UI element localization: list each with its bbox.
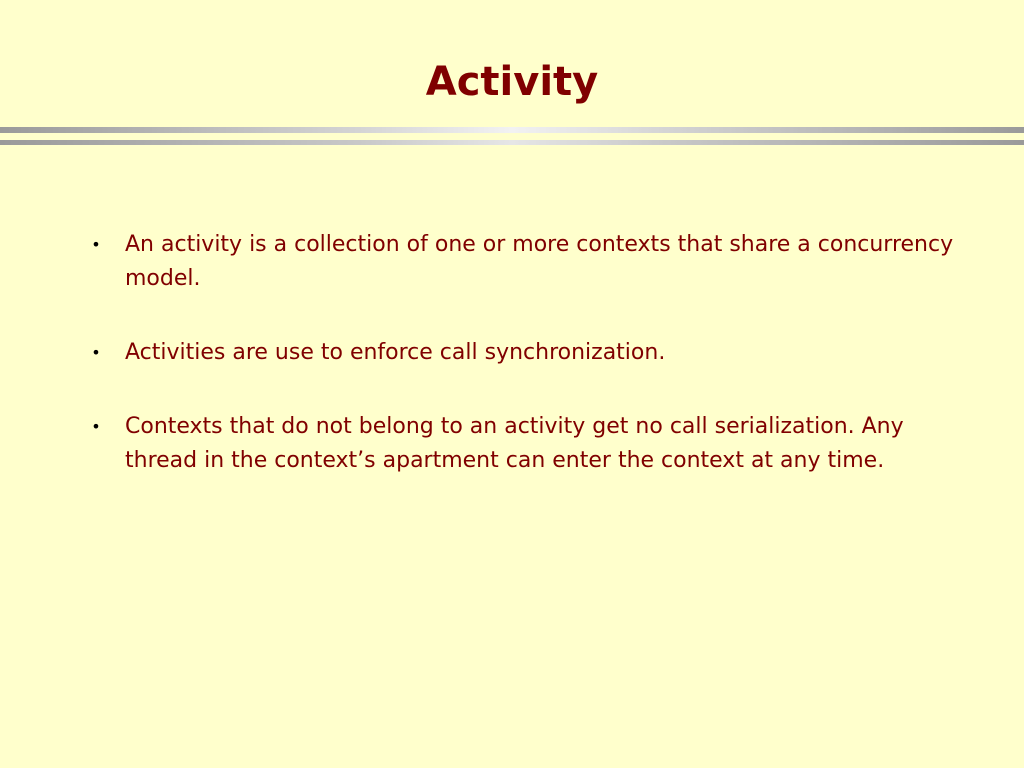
bullet-item [0,410,1024,478]
bullet-marker: • [91,417,101,436]
bullet-marker: • [91,343,101,362]
title-divider-bottom [0,140,1024,145]
bullet-text: Contexts that do not belong to an activity get no call serialization. Any thread in the context’s apartment can enter the context at any time. [125,414,904,473]
bullet-item [0,228,1024,296]
bullet-text: Activities are use to enforce call synchronization. [125,340,666,365]
slide-title: Activity [425,59,599,105]
bullet-list [0,228,1024,518]
bullet-item [0,336,1024,370]
title-divider-top [0,127,1024,133]
bullet-marker: • [91,235,101,254]
bullet-text: An activity is a collection of one or more contexts that share a concurrency model. [125,232,954,291]
